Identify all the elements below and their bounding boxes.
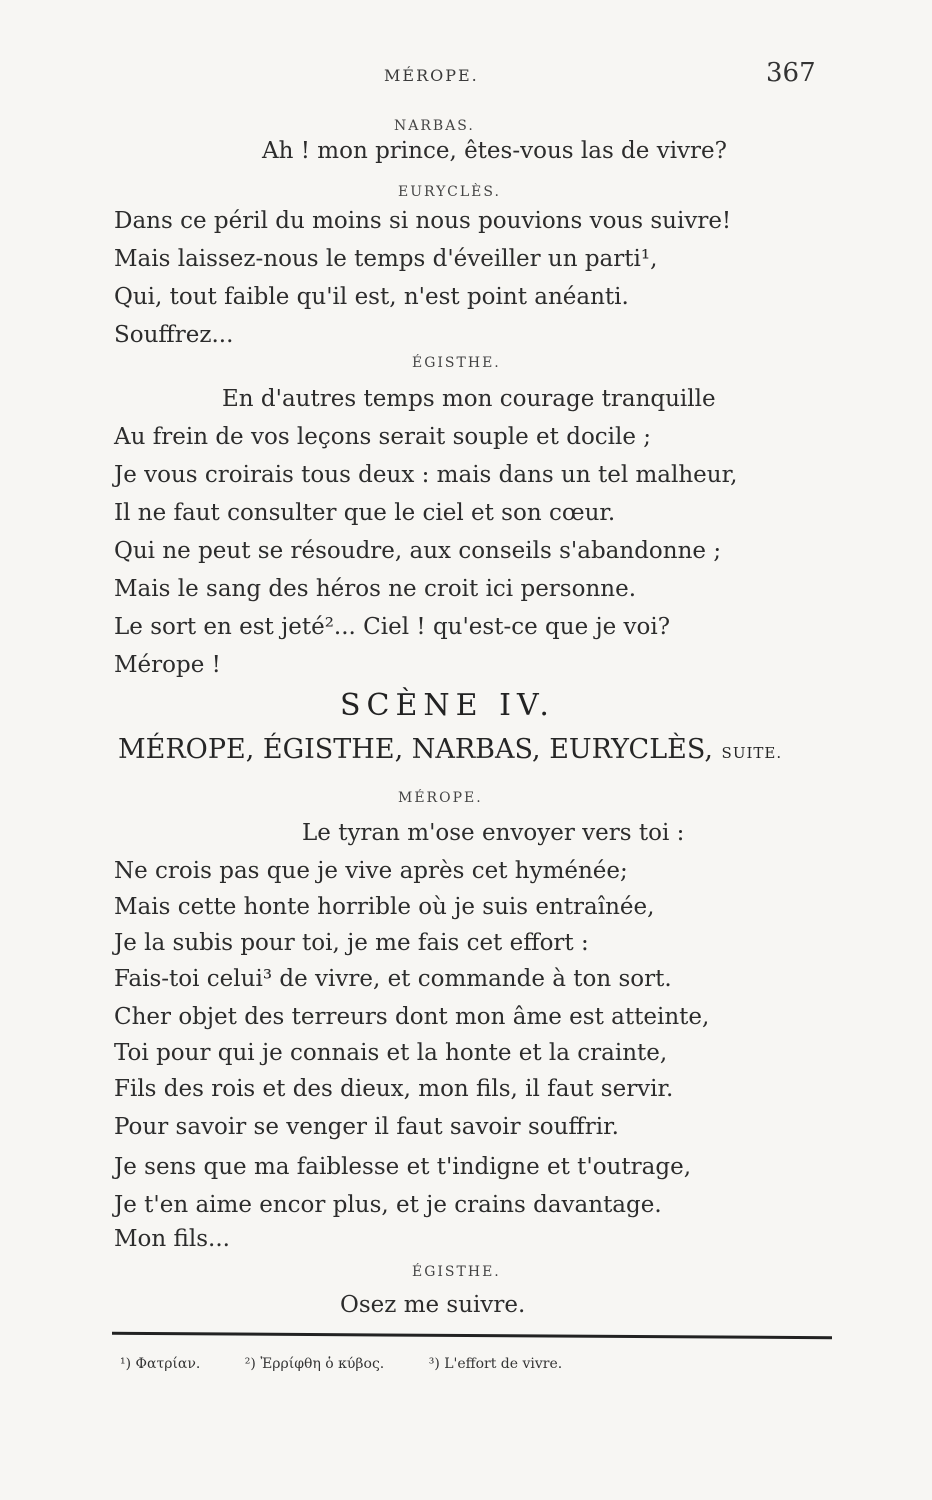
speaker-egisthe: ÉGISTHE.: [412, 355, 501, 371]
verse-line: Ne crois pas que je vive après cet hyménée;: [114, 858, 628, 884]
speaker-egisthe: ÉGISTHE.: [412, 1264, 501, 1280]
footnote-1: ¹) Φατρίαν.: [120, 1356, 201, 1372]
verse-line: Mais cette honte horrible où je suis entraînée,: [114, 894, 655, 920]
verse-line: Mais le sang des héros ne croit ici personne.: [114, 576, 637, 602]
verse-line: Fils des rois et des dieux, mon fils, il faut servir.: [114, 1076, 674, 1102]
verse-line: Je la subis pour toi, je me fais cet effort :: [114, 930, 589, 956]
verse-line: Je t'en aime encor plus, et je crains davantage.: [114, 1192, 662, 1218]
verse-line: Qui, tout faible qu'il est, n'est point anéanti.: [114, 284, 629, 310]
verse-line: Fais-toi celui³ de vivre, et commande à ton sort.: [114, 966, 672, 992]
scene-cast-names: MÉROPE, ÉGISTHE, NARBAS, EURYCLÈS,: [118, 734, 713, 765]
speaker-merope: MÉROPE.: [398, 790, 483, 806]
speaker-eurycles: EURYCLÈS.: [398, 184, 501, 200]
footnotes: [120, 1356, 602, 1372]
footnote-2: ²) Ἐρρίφθη ὁ κύβος.: [244, 1356, 385, 1372]
verse-line: Je vous croirais tous deux : mais dans un tel malheur,: [114, 462, 738, 488]
verse-line: Cher objet des terreurs dont mon âme est atteinte,: [114, 1004, 710, 1030]
verse-line: Ah ! mon prince, êtes-vous las de vivre?: [262, 138, 727, 164]
verse-line: Toi pour qui je connais et la honte et la crainte,: [114, 1040, 668, 1066]
scene-cast-suite: SUITE.: [721, 744, 783, 762]
page-number: 367: [766, 58, 816, 88]
scene-cast: [118, 734, 782, 765]
verse-line: Souffrez...: [114, 322, 234, 348]
scene-title: SCÈNE IV.: [340, 688, 555, 723]
verse-line: En d'autres temps mon courage tranquille: [222, 386, 716, 412]
verse-line: Il ne faut consulter que le ciel et son cœur.: [114, 500, 616, 526]
footnote-rule: [112, 1332, 832, 1339]
verse-line: Mais laissez-nous le temps d'éveiller un parti¹,: [114, 246, 658, 272]
speaker-narbas: NARBAS.: [394, 118, 475, 134]
verse-line: Osez me suivre.: [340, 1292, 526, 1318]
verse-line: Pour savoir se venger il faut savoir souffrir.: [114, 1114, 619, 1140]
verse-line: Mérope !: [114, 652, 221, 678]
verse-line: Je sens que ma faiblesse et t'indigne et t'outrage,: [114, 1154, 691, 1180]
footnote-3: ³) L'effort de vivre.: [428, 1356, 563, 1372]
verse-line: Le tyran m'ose envoyer vers toi :: [302, 820, 685, 846]
verse-line: Le sort en est jeté²... Ciel ! qu'est-ce que je voi?: [114, 614, 671, 640]
verse-line: Dans ce péril du moins si nous pouvions vous suivre!: [114, 208, 732, 234]
verse-line: Mon fils...: [114, 1226, 230, 1252]
running-head: MÉROPE.: [384, 66, 479, 85]
verse-line: Qui ne peut se résoudre, aux conseils s'abandonne ;: [114, 538, 722, 564]
verse-line: Au frein de vos leçons serait souple et docile ;: [114, 424, 652, 450]
